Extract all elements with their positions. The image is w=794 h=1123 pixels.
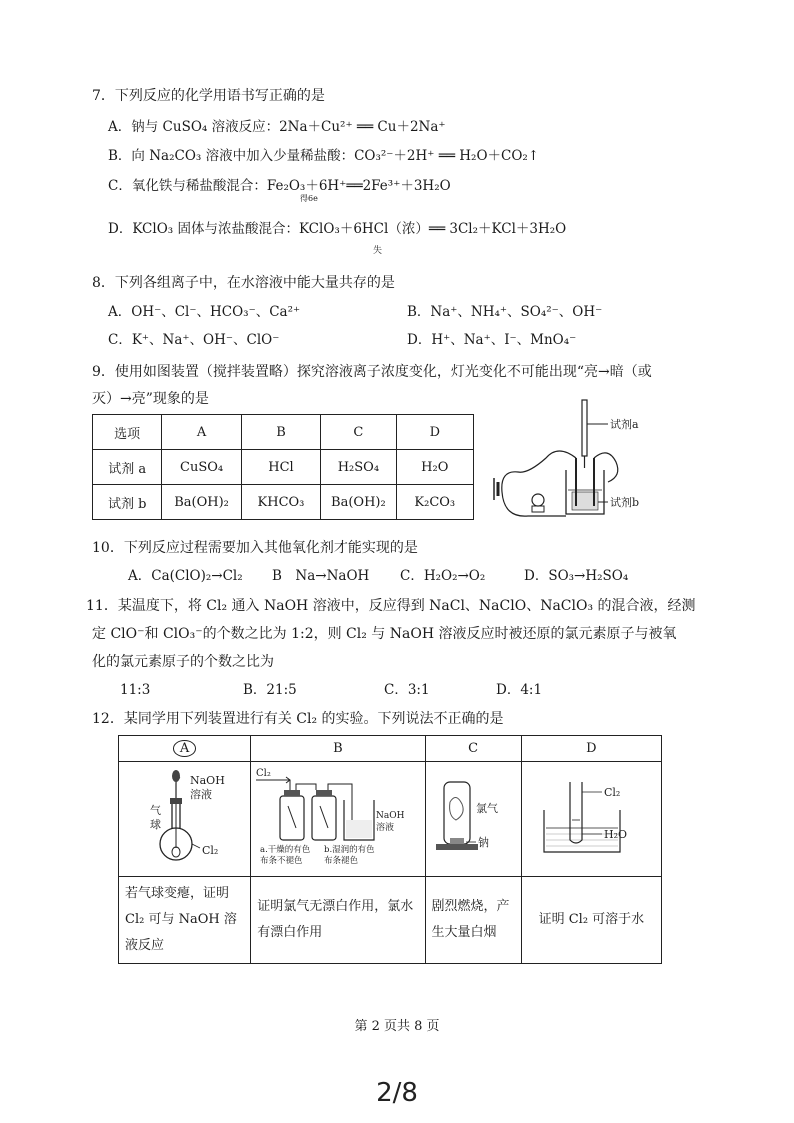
q12-diagram-row	[119, 762, 662, 877]
table-cell: HCl	[241, 450, 320, 485]
q12-diagram-c	[425, 762, 521, 877]
q7-stem: 7．下列反应的化学用语书写正确的是	[92, 88, 325, 104]
q7-option-b: B．向 Na₂CO₃ 溶液中加入少量稀盐酸：CO₃²⁻＋2H⁺ ══ H₂O＋CO₂↑	[108, 148, 540, 164]
q8-option-c: C．K⁺、Na⁺、OH⁻、ClO⁻	[108, 332, 280, 348]
table-cell: 试剂 a	[93, 450, 162, 485]
cl2-label: Cl₂	[604, 786, 621, 799]
light-bulb-icon	[532, 494, 544, 506]
q12-table-header-row	[119, 736, 662, 762]
balloon-label-1: 气	[149, 804, 161, 817]
q10-option-a: A．Ca(ClO)₂→Cl₂	[128, 568, 243, 584]
q12-header-b: B	[251, 736, 425, 762]
q9-stem-line1: 9．使用如图装置（搅拌装置略）探究溶液离子浓度变化，灯光变化不可能出现“亮→暗（或	[92, 364, 652, 380]
q12-description-row	[119, 877, 662, 964]
q10-option-c: C．H₂O₂→O₂	[400, 568, 486, 584]
wet-cloth-label-2: 布条褪色	[323, 856, 358, 866]
wet-cloth-label-1: b.湿润的有色	[323, 845, 375, 855]
cl2-label: Cl₂	[201, 844, 218, 857]
q11-stem-line3: 化的氯元素原子的个数之比为	[92, 654, 274, 670]
q11-option-d: D．4:1	[496, 682, 543, 698]
dry-cloth-label-2: 布条不褪色	[259, 856, 303, 866]
q11-option-b: B．21:5	[243, 682, 297, 698]
q11-stem-line2: 定 ClO⁻和 ClO₃⁻的个数之比为 1:2，则 Cl₂ 与 NaOH 溶液反应时被还原的氯元素原子与被氧	[92, 626, 677, 642]
dry-cloth-label-1: a.干燥的有色	[259, 845, 311, 855]
q9-stem-line2: 灭）→亮”现象的是	[92, 391, 209, 407]
sodium-label: 钠	[478, 836, 490, 849]
q11-stem-line1: 11．某温度下，将 Cl₂ 通入 NaOH 溶液中，反应得到 NaCl、NaClO、NaClO₃ 的混合液，经测	[86, 598, 696, 614]
cl2-inlet-label: Cl₂	[255, 768, 271, 779]
q12-description-a: 若气球变瘪，证明 Cl₂ 可与 NaOH 溶液反应	[119, 877, 251, 964]
q11-option-c: C．3:1	[384, 682, 430, 698]
table-cell: C	[321, 415, 396, 450]
balloon-icon	[172, 847, 180, 857]
q7-option-a: A．钠与 CuSO₄ 溶液反应：2Na＋Cu²⁺ ══ Cu＋2Na⁺	[108, 119, 446, 135]
table-cell: 选项	[93, 415, 162, 450]
gas-jar-icon	[444, 782, 470, 844]
q7-electron-gain-note: 得6e	[300, 194, 318, 203]
q7-electron-loss-note: 失	[373, 246, 383, 256]
solution-label: 溶液	[375, 823, 394, 833]
page-footer: 第 2 页共 8 页	[354, 1019, 440, 1034]
table-cell: H₂SO₄	[321, 450, 396, 485]
q8-option-a: A．OH⁻、Cl⁻、HCO₃⁻、Ca²⁺	[108, 304, 301, 320]
q11-option-a: 11:3	[120, 682, 151, 698]
chlorine-label: 氯气	[476, 802, 499, 815]
balloon-label-2: 球	[149, 818, 161, 831]
q10-option-b: B Na→NaOH	[272, 568, 370, 584]
q8-option-d: D．H⁺、Na⁺、I⁻、MnO₄⁻	[407, 332, 577, 348]
page-indicator: 2/8	[376, 1078, 418, 1108]
table-cell: B	[241, 415, 320, 450]
q12-description-b: 证明氯气无漂白作用，氯水有漂白作用	[251, 877, 425, 964]
table-cell: H₂O	[396, 450, 473, 485]
q12-diagram-b	[251, 762, 425, 877]
q10-option-d: D．SO₃→H₂SO₄	[524, 568, 629, 584]
q12-stem: 12．某同学用下列装置进行有关 Cl₂ 的实验。下列说法不正确的是	[92, 711, 504, 727]
naoh-label: NaOH	[375, 811, 405, 821]
stand-icon	[436, 844, 478, 850]
table-cell: Ba(OH)₂	[321, 485, 396, 520]
table-row	[93, 450, 474, 485]
q10-stem: 10．下列反应过程需要加入其他氧化剂才能实现的是	[92, 540, 418, 556]
q12-header-a: A	[119, 736, 251, 762]
table-cell: A	[162, 415, 241, 450]
table-cell: CuSO₄	[162, 450, 241, 485]
reagent-b-label: 试剂b	[610, 496, 640, 509]
q12-description-c: 剧烈燃烧，产生大量白烟	[425, 877, 521, 964]
q12-description-d: 证明 Cl₂ 可溶于水	[521, 877, 661, 964]
q12-diagram-d	[521, 762, 661, 877]
q8-option-b: B．Na⁺、NH₄⁺、SO₄²⁻、OH⁻	[407, 304, 603, 320]
table-cell: Ba(OH)₂	[162, 485, 241, 520]
table-cell: D	[396, 415, 473, 450]
q12-diagram-a	[119, 762, 251, 877]
q9-conductivity-apparatus	[488, 396, 648, 532]
q8-stem: 8．下列各组离子中，在水溶液中能大量共存的是	[92, 275, 395, 291]
table-cell: KHCO₃	[241, 485, 320, 520]
table-cell: K₂CO₃	[396, 485, 473, 520]
reagent-a-label: 试剂a	[610, 418, 639, 431]
burette-icon	[582, 400, 587, 456]
q12-header-d: D	[521, 736, 661, 762]
table-row	[93, 485, 474, 520]
water-label: H₂O	[604, 828, 628, 841]
solution-label: 溶液	[189, 788, 212, 801]
q7-option-c: C．氧化铁与稀盐酸混合：Fe₂O₃＋6H⁺══2Fe³⁺＋3H₂O	[108, 178, 451, 194]
q12-header-c: C	[425, 736, 521, 762]
q7-option-d: D．KClO₃ 固体与浓盐酸混合：KClO₃＋6HCl（浓）══ 3Cl₂＋KCl＋3H₂O	[108, 221, 567, 237]
q12-table	[118, 735, 662, 964]
q9-table-header-row	[93, 415, 474, 450]
naoh-label: NaOH	[189, 774, 225, 787]
table-cell: 试剂 b	[93, 485, 162, 520]
q9-table	[92, 414, 474, 520]
